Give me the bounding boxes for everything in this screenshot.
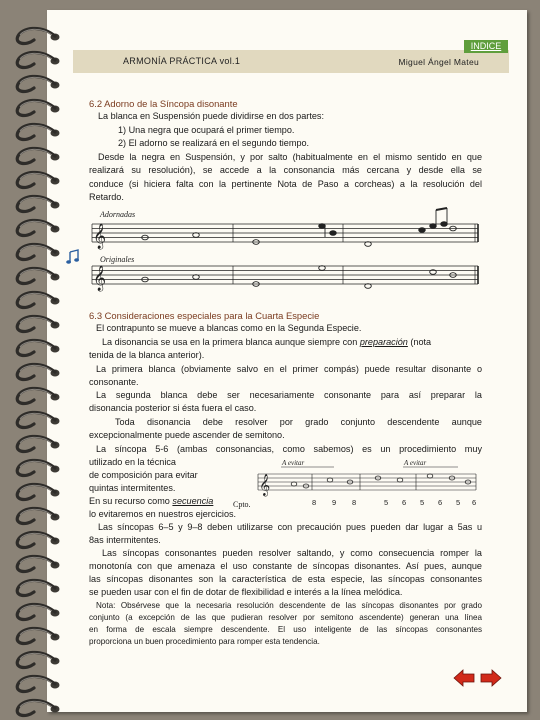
spiral-binding: [0, 0, 80, 720]
spiral-ring: [17, 628, 59, 643]
paragraph-line: disonancia posterior si ésta fuera el caso.: [89, 403, 257, 413]
spiral-ring: [17, 292, 59, 307]
svg-text:5: 5: [384, 498, 389, 507]
next-page-arrow-icon[interactable]: [479, 668, 503, 688]
note-line: conjunto (a excepción de las que pudieran resolver por semitono ascendente) generan una línea: [89, 613, 482, 622]
section-6-2-heading: 6.2 Adorno de la Síncopa disonante: [89, 98, 238, 109]
treble-clef-icon: 𝄞: [93, 224, 107, 249]
spiral-ring: [17, 220, 59, 235]
svg-text:8: 8: [352, 498, 357, 507]
paragraph-line: El contrapunto se mueve a blancas como en la Segunda Especie.: [96, 323, 362, 333]
lower-staff-notes: [142, 266, 457, 289]
paragraph-line: Toda disonancia debe resolver por grado conjunto descendente aunque: [115, 417, 482, 427]
paragraph-line: se pueden usar con el fin de dotar de flexibilidad e interés a la línea melódica.: [89, 587, 403, 597]
music-example-ornamented: [88, 204, 484, 294]
upper-staff-notes: [142, 208, 457, 246]
book-title: ARMONÍA PRÁCTICA vol.1: [123, 56, 241, 66]
counterpoint-label: Cpto.: [233, 500, 251, 509]
treble-clef-icon: 𝄞: [259, 474, 271, 496]
paragraph-line: 2) El adorno se realizará en el segundo tiempo.: [118, 138, 310, 148]
spiral-ring: [17, 76, 59, 91]
spiral-ring: [17, 508, 59, 523]
paragraph-line: 8as intermitentes.: [89, 535, 161, 545]
note-line: Nota: Obsérvese que la necesaria resolución descendente de las síncopas disonantes por grado: [96, 601, 482, 610]
spiral-ring: [17, 172, 59, 187]
paragraph-line: monotonía con que amenaza el uso constante de síncopas disonantes. Así pues, aunque: [89, 561, 482, 571]
avoid-label: A evitar: [282, 459, 305, 467]
paragraph-line: consonante.: [89, 377, 139, 387]
paragraph-line: tenida de la blanca anterior).: [89, 350, 205, 360]
spiral-ring: [17, 268, 59, 283]
paragraph-line: lo evitaremos en nuestros ejercicios.: [89, 509, 237, 519]
upper-staff-label: Adornadas: [100, 210, 136, 219]
spiral-ring: [17, 652, 59, 667]
term-preparacion: preparación: [359, 337, 408, 347]
spiral-ring: [17, 436, 59, 451]
spiral-ring: [17, 316, 59, 331]
lower-staff-label: Originales: [100, 255, 135, 264]
term-secuencia: secuencia: [172, 496, 214, 506]
paragraph-line: Las síncopas 6–5 y 9–8 deben utilizarse con precaución pues pueden dar lugar a 5as u: [98, 522, 482, 532]
paragraph-line: de composición para evitar: [89, 470, 198, 480]
spiral-ring: [17, 28, 59, 43]
spiral-ring: [17, 124, 59, 139]
paragraph-line: excepcionalmente puede ascender de semitono.: [89, 430, 285, 440]
spiral-ring: [17, 388, 59, 403]
spiral-ring: [17, 580, 59, 595]
paragraph-line: utilizado en la técnica: [89, 457, 176, 467]
lower-staff: [92, 266, 478, 284]
note-line: en forma de escala siempre descendente. El uso inteligente de las síncopas consonantes: [89, 625, 482, 634]
spiral-ring: [17, 52, 59, 67]
svg-text:5: 5: [456, 498, 461, 507]
spiral-ring: [17, 196, 59, 211]
spiral-ring: [17, 364, 59, 379]
svg-text:5: 5: [420, 498, 425, 507]
paragraph-line: La segunda blanca debe ser necesariamente consonante para así preparar la: [96, 390, 482, 400]
svg-text:8: 8: [312, 498, 317, 507]
spiral-ring: [17, 676, 59, 691]
paragraph-line: las síncopas disonantes son la característica de esta especie, las síncopas consonantes: [89, 574, 482, 584]
document-header: [73, 50, 509, 73]
audio-note-icon[interactable]: [66, 249, 80, 265]
paragraph-line: 1) Una negra que ocupará el primer tiempo.: [118, 125, 295, 135]
spiral-ring: [17, 100, 59, 115]
music-example-avoid: [254, 458, 480, 510]
index-link[interactable]: INDICE: [464, 40, 508, 53]
spiral-ring: [17, 532, 59, 547]
spiral-ring: [17, 700, 59, 715]
section-6-3-heading: 6.3 Consideraciones especiales para la Cuarta Especie: [89, 310, 320, 321]
paragraph-line: En su recurso como secuencia: [89, 496, 214, 506]
upper-staff: [92, 224, 478, 242]
svg-text:6: 6: [402, 498, 407, 507]
svg-text:6: 6: [438, 498, 443, 507]
avoid-label: A evitar: [404, 459, 427, 467]
spiral-ring: [17, 148, 59, 163]
paragraph-line: Las síncopas consonantes pueden resolver saltando, y como consecuencia romper la: [102, 548, 482, 558]
spiral-ring: [17, 244, 59, 259]
svg-text:9: 9: [332, 498, 337, 507]
spiral-ring: [17, 460, 59, 475]
interval-figures: [312, 498, 476, 507]
paragraph-line: conduce (si hiciera falta con la pertinente Nota de Paso a corcheas) a la resolución del: [89, 179, 482, 189]
spiral-ring: [17, 604, 59, 619]
paragraph-line: La síncopa 5-6 (ambas consonancias, como sabemos) es un procedimiento muy: [96, 444, 482, 454]
paragraph-line: quintas intermitentes.: [89, 483, 176, 493]
svg-text:6: 6: [472, 498, 477, 507]
author-name: Miguel Ángel Mateu: [398, 57, 479, 67]
paragraph-line: La blanca en Suspensión puede dividirse en dos partes:: [98, 111, 324, 121]
spiral-ring: [17, 484, 59, 499]
spiral-ring: [17, 556, 59, 571]
paragraph-line: Retardo.: [89, 192, 124, 202]
paragraph-line: La disonancia se usa en la primera blanca aunque siempre con preparación (nota: [102, 337, 432, 347]
spiral-ring: [17, 412, 59, 427]
example-staff: [258, 474, 476, 490]
previous-page-arrow-icon[interactable]: [452, 668, 476, 688]
spiral-ring: [17, 340, 59, 355]
paragraph-line: realizará su resolución), se accede a la consonancia más cercana y desde ella se: [89, 165, 482, 175]
treble-clef-icon: 𝄞: [93, 266, 107, 291]
note-line: proporciona un buen procedimiento para romper esta tendencia.: [89, 637, 320, 646]
paragraph-line: Desde la negra en Suspensión, y por salto (habitualmente en el mismo sentido en que: [98, 152, 482, 162]
paragraph-line: La primera blanca (obviamente salvo en el primer compás) puede resultar disonante o: [96, 364, 482, 374]
